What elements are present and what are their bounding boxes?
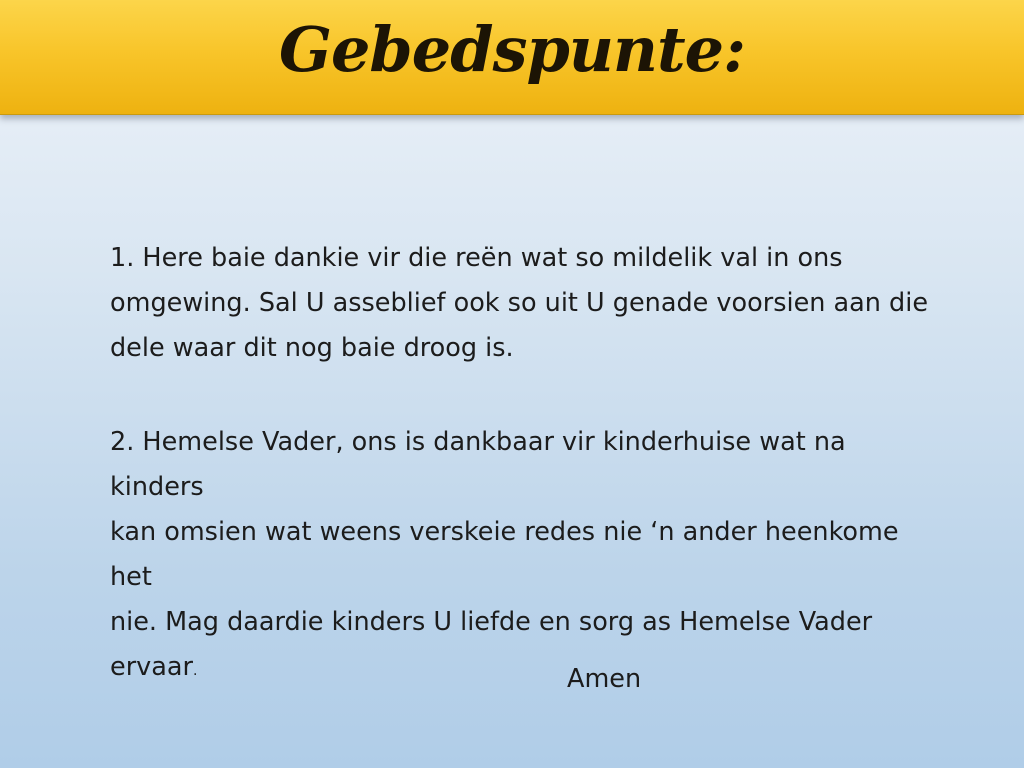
prayer-point-1 xyxy=(110,236,940,375)
title-bar xyxy=(0,0,1024,115)
slide-title: Gebedspunte: xyxy=(279,13,745,86)
closing-amen: Amen xyxy=(567,664,642,694)
prayer-point-2 xyxy=(110,420,940,694)
prayer-point-1-text: 1. Here baie dankie vir die reën wat so mildelik val in ons omgewing. Sal U asseblief ook so uit U genade voorsien aan die dele waar dit nog baie droog is. xyxy=(110,243,929,363)
prayer-point-2-trailing: . xyxy=(193,663,198,679)
prayer-point-2-text: 2. Hemelse Vader, ons is dankbaar vir kinderhuise wat na kinders kan omsien wat weens verskeie redes nie ‘n ander heenkome het nie. Mag daardie kinders U liefde en sorg as Hemelse Vader ervaar xyxy=(110,427,899,682)
prayer-points xyxy=(110,236,940,739)
